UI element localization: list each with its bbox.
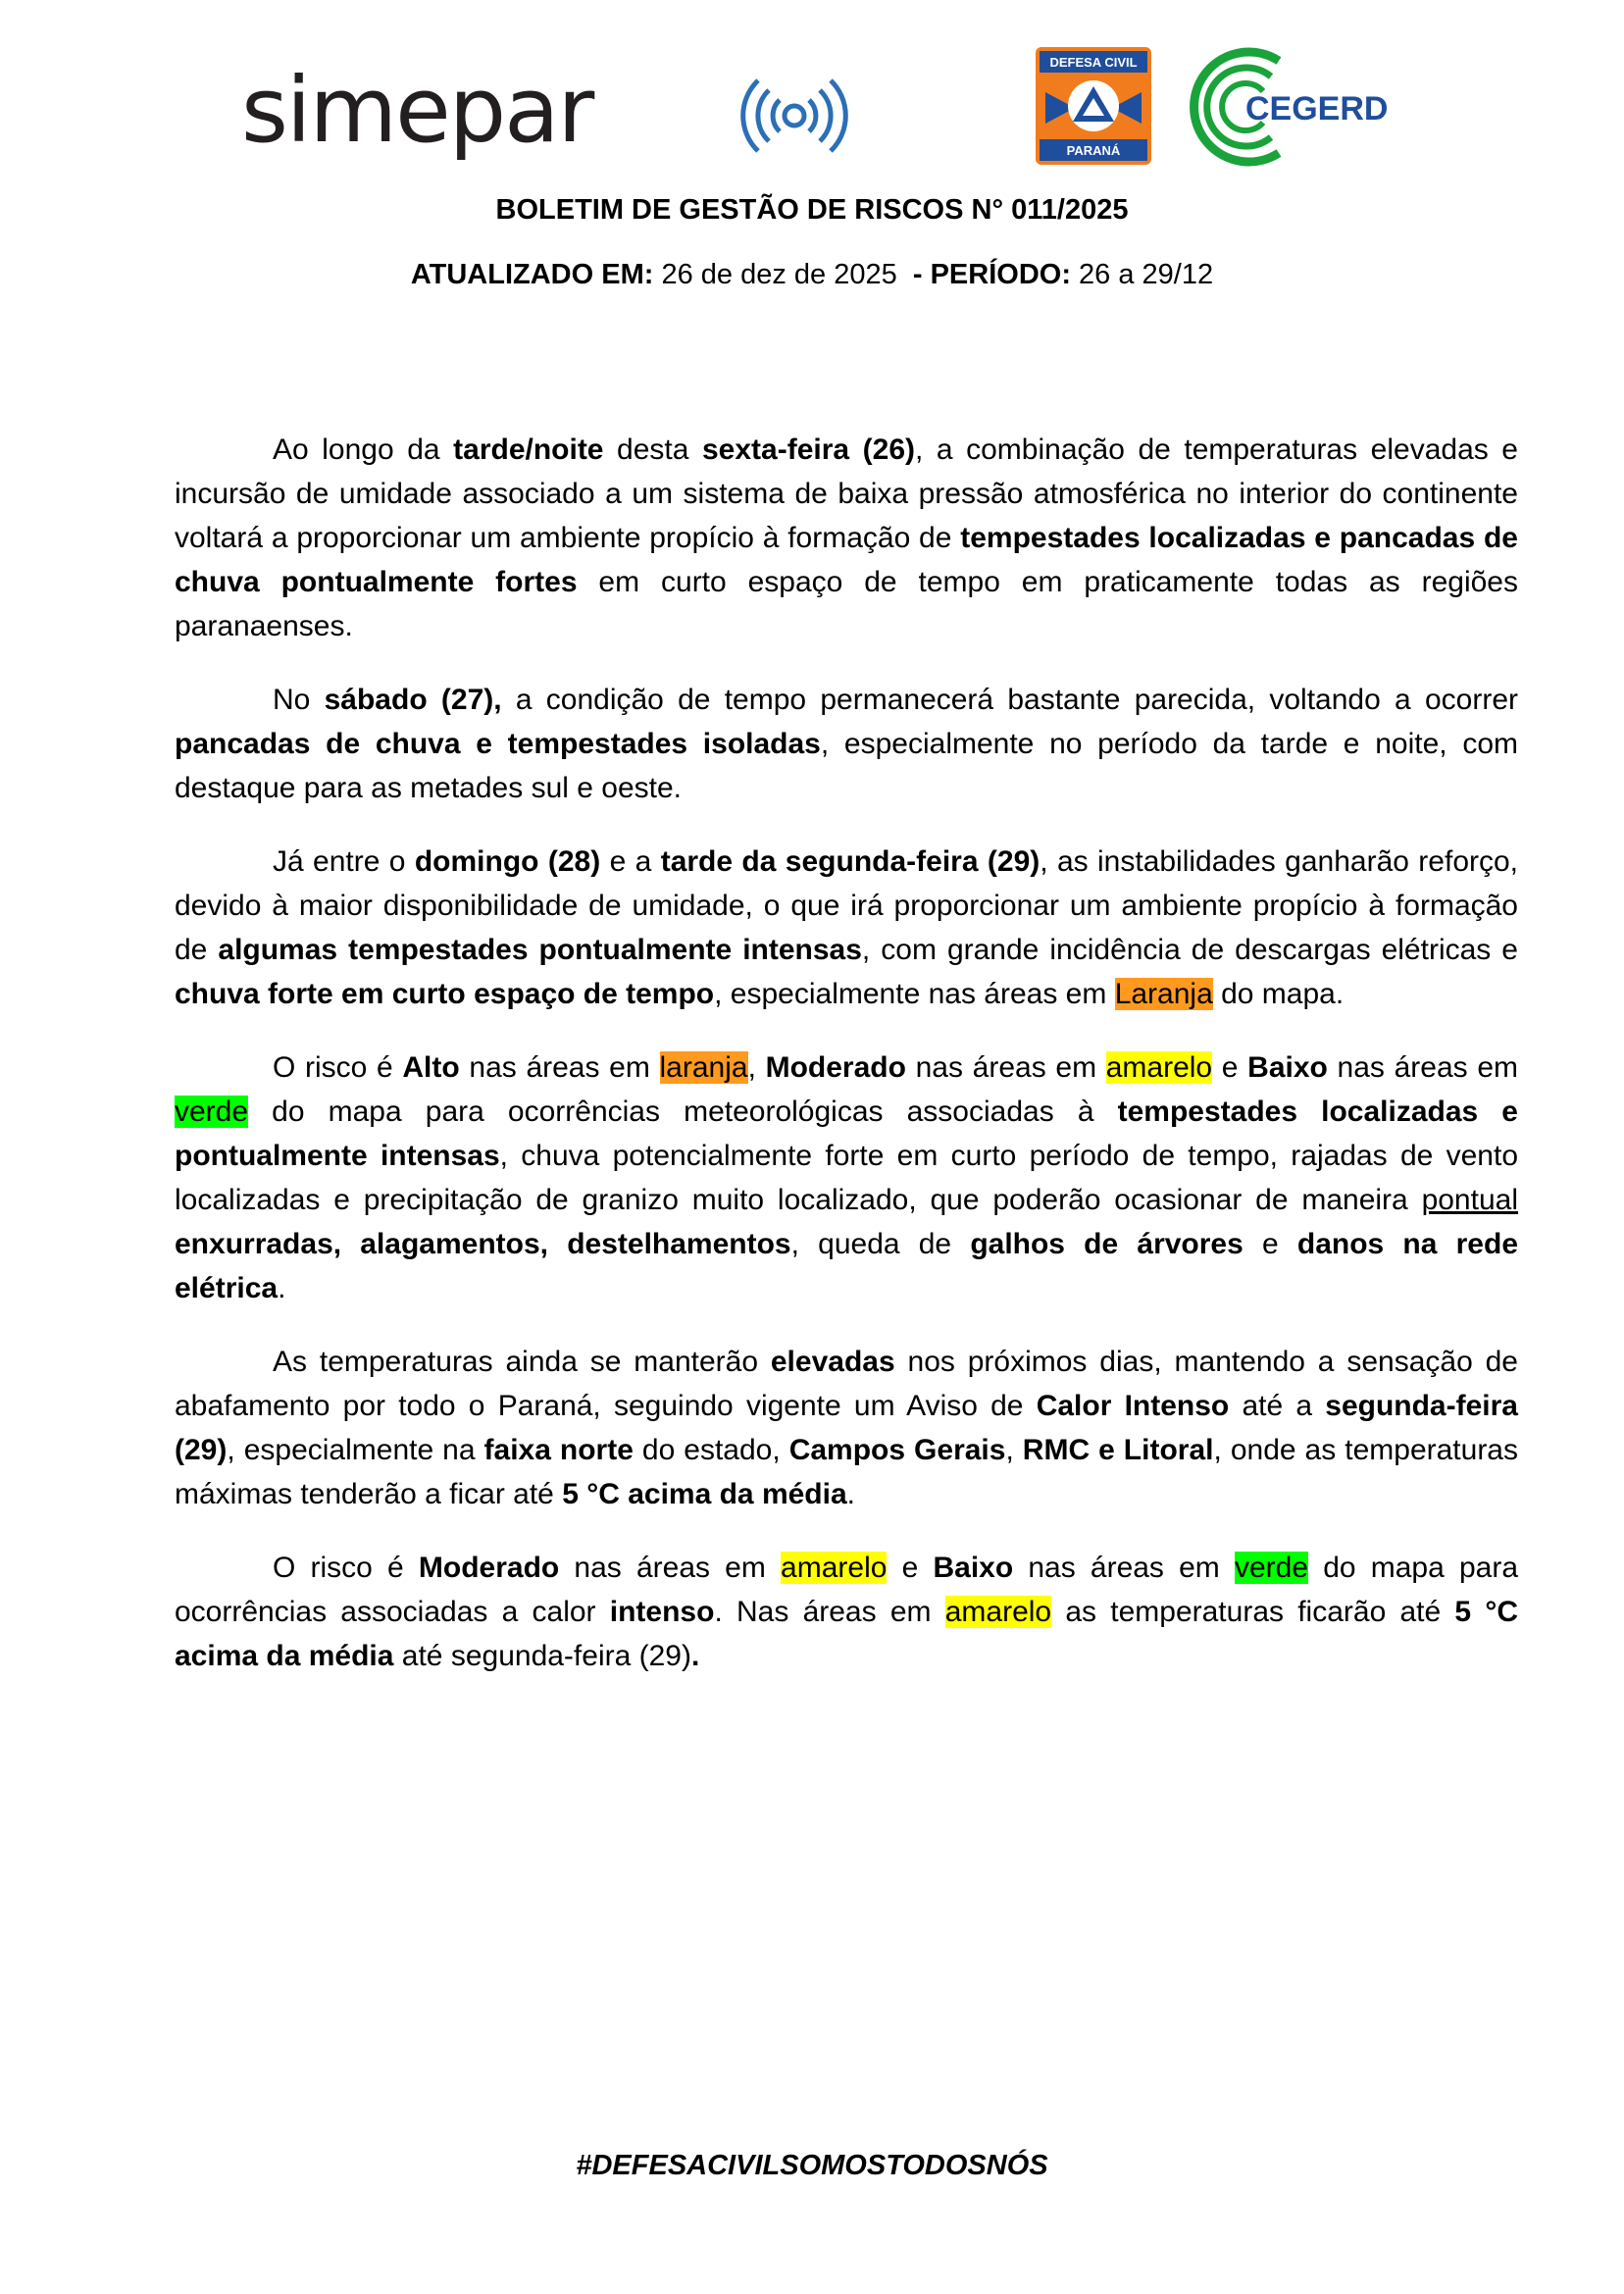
- updated-value: 26 de dez de 2025: [653, 259, 913, 290]
- bold-text: 5 °C acima da média: [175, 1596, 1518, 1672]
- text-run: , a combinação de temperaturas elevadas e incursão de umidade associado a um sistema de baixa pressão atmosférica no interior do continente voltará a proporcionar um ambiente propício à formação de: [175, 433, 1518, 554]
- text-run: No: [273, 684, 325, 716]
- text-run: , especialmente no período da tarde e noite, com destaque para as metades sul e oeste.: [175, 728, 1518, 804]
- body-paragraph-5: [175, 1340, 1518, 1516]
- bold-text: tempestades localizadas e pontualmente intensas: [175, 1096, 1518, 1172]
- defesa-civil-bottom-label: PARANÁ: [1066, 143, 1121, 158]
- text-run: do mapa.: [1212, 978, 1345, 1010]
- highlight-orange-text: laranja: [659, 1051, 748, 1084]
- cegerd-logo: [1169, 47, 1404, 167]
- text-run: a condição de tempo permanecerá bastante parecida, voltando a ocorrer: [501, 684, 1518, 716]
- simepar-logo-text: simepar: [241, 61, 593, 163]
- bold-text: pancadas de chuva e tempestades isoladas: [175, 728, 821, 760]
- text-run: O risco é: [273, 1552, 419, 1584]
- text-run: nas áreas em: [905, 1051, 1106, 1084]
- bold-text: .: [690, 1640, 700, 1672]
- text-run: do mapa para ocorrências associadas a calor: [175, 1552, 1518, 1628]
- bold-text: Baixo: [1247, 1051, 1328, 1084]
- bulletin-subtitle: [0, 259, 1624, 291]
- text-run: e: [1212, 1051, 1248, 1084]
- bold-text: Campos Gerais: [788, 1434, 1006, 1466]
- text-run: nos próximos dias, mantendo a sensação de abafamento por todo o Paraná, seguindo vigente um Aviso de: [175, 1346, 1518, 1422]
- bold-text: Calor Intenso: [1036, 1390, 1230, 1422]
- defesa-civil-top-label: DEFESA CIVIL: [1049, 55, 1138, 70]
- bold-text: algumas tempestades pontualmente intensas: [218, 934, 862, 966]
- bold-text: Moderado: [418, 1552, 560, 1584]
- bold-text: faixa norte: [483, 1434, 634, 1466]
- updated-label: ATUALIZADO EM:: [410, 259, 654, 290]
- bold-text: galhos de árvores: [970, 1228, 1243, 1260]
- highlight-orange-text: Laranja: [1114, 978, 1213, 1010]
- footer-hashtag: #DEFESACIVILSOMOSTODOSNÓS: [576, 2150, 1048, 2181]
- highlight-yellow-text: amarelo: [781, 1552, 888, 1584]
- text-run: e: [1243, 1228, 1297, 1260]
- bold-text: Baixo: [933, 1552, 1014, 1584]
- text-run: As temperaturas ainda se manterão: [273, 1346, 771, 1378]
- text-run: , especialmente nas áreas em: [714, 978, 1115, 1010]
- text-run: até a: [1229, 1390, 1326, 1422]
- text-run: .: [846, 1478, 855, 1510]
- text-run: O risco é: [273, 1051, 403, 1084]
- text-run: do estado,: [633, 1434, 789, 1466]
- bold-text: Alto: [402, 1051, 460, 1084]
- bold-text: 5 °C acima da média: [562, 1478, 847, 1510]
- bold-text: danos na rede elétrica: [175, 1228, 1518, 1304]
- highlight-yellow-text: amarelo: [944, 1596, 1052, 1628]
- bold-text: tarde/noite: [453, 433, 604, 466]
- highlight-green-text: verde: [175, 1096, 249, 1128]
- text-run: e: [887, 1552, 934, 1584]
- bold-text: tempestades localizadas e pancadas de chuva pontualmente fortes: [175, 522, 1518, 598]
- text-run: , onde as temperaturas máximas tenderão a ficar até: [175, 1434, 1518, 1510]
- bold-text: sábado (27),: [324, 684, 502, 716]
- text-run: nas áreas em: [559, 1552, 782, 1584]
- text-run: , com grande incidência de descargas elétricas e: [861, 934, 1518, 966]
- period-label: - PERÍODO:: [912, 259, 1071, 290]
- cegerd-logo-text: CEGERD: [1245, 90, 1389, 127]
- body-paragraph-4: [175, 1045, 1518, 1310]
- text-run: ,: [1005, 1434, 1023, 1466]
- body-paragraph-3: [175, 840, 1518, 1016]
- highlight-green-text: verde: [1234, 1552, 1309, 1584]
- bold-text: RMC e Litoral: [1022, 1434, 1214, 1466]
- bold-text: segunda-feira (29): [175, 1390, 1518, 1466]
- text-run: , chuva potencialmente forte em curto período de tempo, rajadas de vento localizadas e precipitação de granizo muito localizado, que poderão ocasionar de maneira: [175, 1140, 1519, 1216]
- bold-text: intenso: [609, 1596, 715, 1628]
- simepar-waves-icon: [743, 80, 846, 151]
- bold-text: tarde da segunda-feira (29): [660, 845, 1040, 878]
- text-run: e a: [600, 845, 661, 878]
- text-run: , queda de: [790, 1228, 971, 1260]
- text-run: nas áreas em: [459, 1051, 660, 1084]
- bold-text: sexta-feira (26): [702, 433, 915, 466]
- text-run: Ao longo da: [273, 433, 454, 466]
- bulletin-title: BOLETIM DE GESTÃO DE RISCOS N° 011/2025: [495, 194, 1129, 226]
- simepar-logo: [241, 61, 859, 169]
- bold-text: domingo (28): [414, 845, 601, 878]
- text-run: as temperaturas ficarão até: [1051, 1596, 1455, 1628]
- text-run: até segunda-feira (29): [393, 1640, 691, 1672]
- text-run: desta: [603, 433, 702, 466]
- text-run: , especialmente na: [227, 1434, 484, 1466]
- text-run: em curto espaço de tempo em praticamente todas as regiões paranaenses.: [175, 566, 1518, 642]
- body-paragraph-1: [175, 428, 1518, 648]
- text-run: nas áreas em: [1327, 1051, 1518, 1084]
- text-run: .: [278, 1272, 286, 1304]
- defesa-civil-logo: [1036, 47, 1151, 165]
- bulletin-body: [175, 428, 1518, 1708]
- text-run: . Nas áreas em: [714, 1596, 945, 1628]
- period-value: 26 a 29/12: [1070, 259, 1214, 290]
- underlined-text: pontual: [1421, 1184, 1518, 1216]
- body-paragraph-2: [175, 678, 1518, 810]
- text-run: Já entre o: [273, 845, 415, 878]
- text-run: , as instabilidades ganharão reforço, devido à maior disponibilidade de umidade, o que irá proporcionar um ambiente propício à formação de: [175, 845, 1519, 966]
- bold-text: enxurradas, alagamentos, destelhamentos: [175, 1228, 791, 1260]
- text-run: nas áreas em: [1013, 1552, 1235, 1584]
- bold-text: chuva forte em curto espaço de tempo: [175, 978, 715, 1010]
- text-run: do mapa para ocorrências meteorológicas associadas à: [248, 1096, 1118, 1128]
- text-run: ,: [747, 1051, 766, 1084]
- body-paragraph-6: [175, 1546, 1518, 1678]
- highlight-yellow-text: amarelo: [1105, 1051, 1213, 1084]
- bold-text: Moderado: [765, 1051, 906, 1084]
- bold-text: elevadas: [770, 1346, 895, 1378]
